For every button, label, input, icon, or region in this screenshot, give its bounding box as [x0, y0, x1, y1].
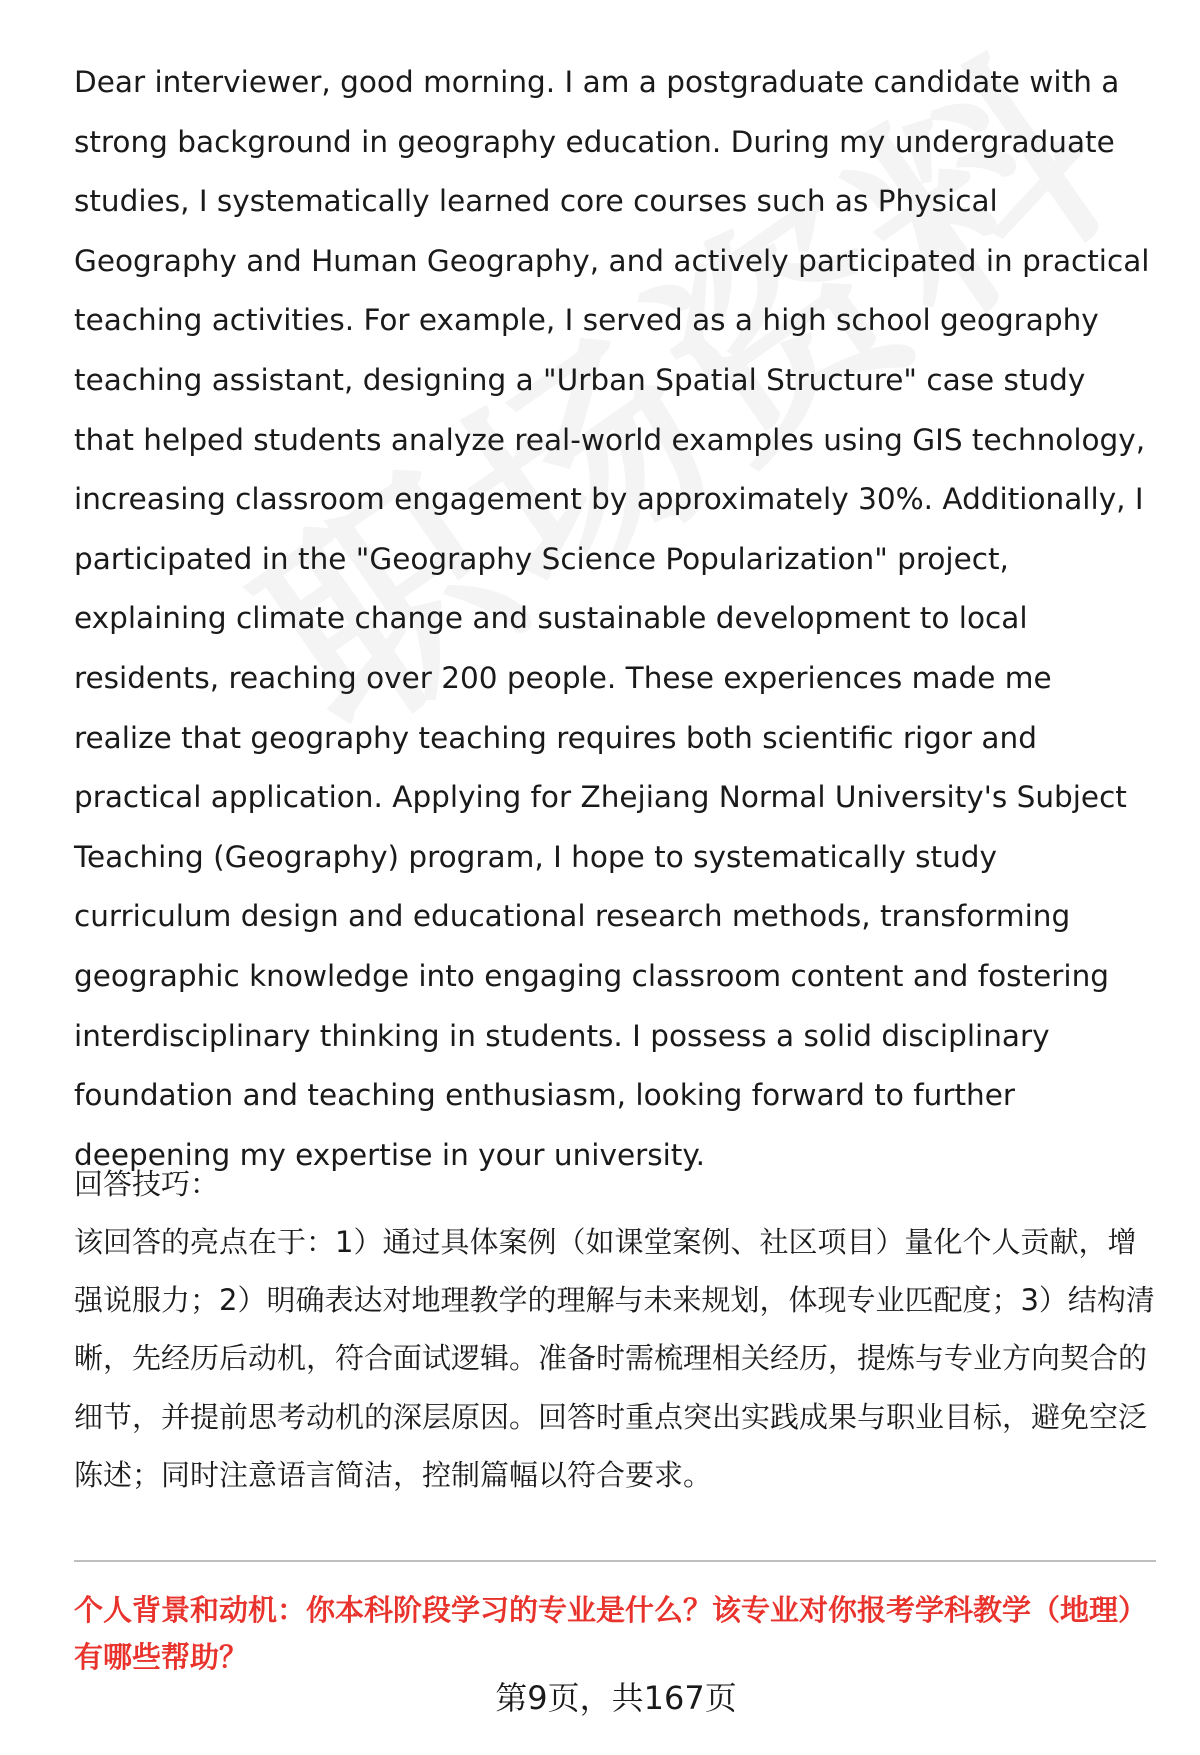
answer-paragraph: Dear interviewer, good morning. I am a postgraduate candidate with a strong background in geography education. During my undergraduate studies, I systematically learned core courses such as Physical Geography and Human Geography, and actively participated in practical teaching activities. For example, I served as a high school geography teaching assistant, designing a "Urban Spatial Structure" case study that helped students analyze real-world examples using GIS technology, increasing classroom engagement by approximately 30%. Additionally, I participated in the "Geography Science Popularization" project, explaining climate change and sustainable development to local residents, reaching over 200 people. These experiences made me realize that geography teaching requires both scientific rigor and practical application. Applying for Zhejiang Normal University's Subject Teaching (Geography) program, I hope to systematically study curriculum design and educational research methods, transforming geographic knowledge into engaging classroom content and fostering interdisciplinary thinking in students. I possess a solid disciplinary foundation and teaching enthusiasm, looking forward to further deepening my expertise in your university. — [74, 65, 1150, 1172]
page-number: 第9页，共167页 — [495, 1679, 737, 1717]
next-question-heading: 个人背景和动机：你本科阶段学习的专业是什么？该专业对你报考学科教学（地理）有哪些帮助？ — [74, 1593, 1148, 1674]
tips-paragraph: 该回答的亮点在于：1）通过具体案例（如课堂案例、社区项目）量化个人贡献，增强说服力；2）明确表达对地理教学的理解与未来规划，体现专业匹配度；3）结构清晰，先经历后动机，符合面试逻辑。准备时需梳理相关经历，提炼与专业方向契合的细节，并提前思考动机的深层原因。回答时重点突出实践成果与职业目标，避免空泛陈述；同时注意语言简洁，控制篇幅以符合要求。 — [74, 1225, 1155, 1492]
tips-heading: 回答技巧： — [74, 1167, 220, 1201]
section-divider — [74, 1560, 1156, 1562]
